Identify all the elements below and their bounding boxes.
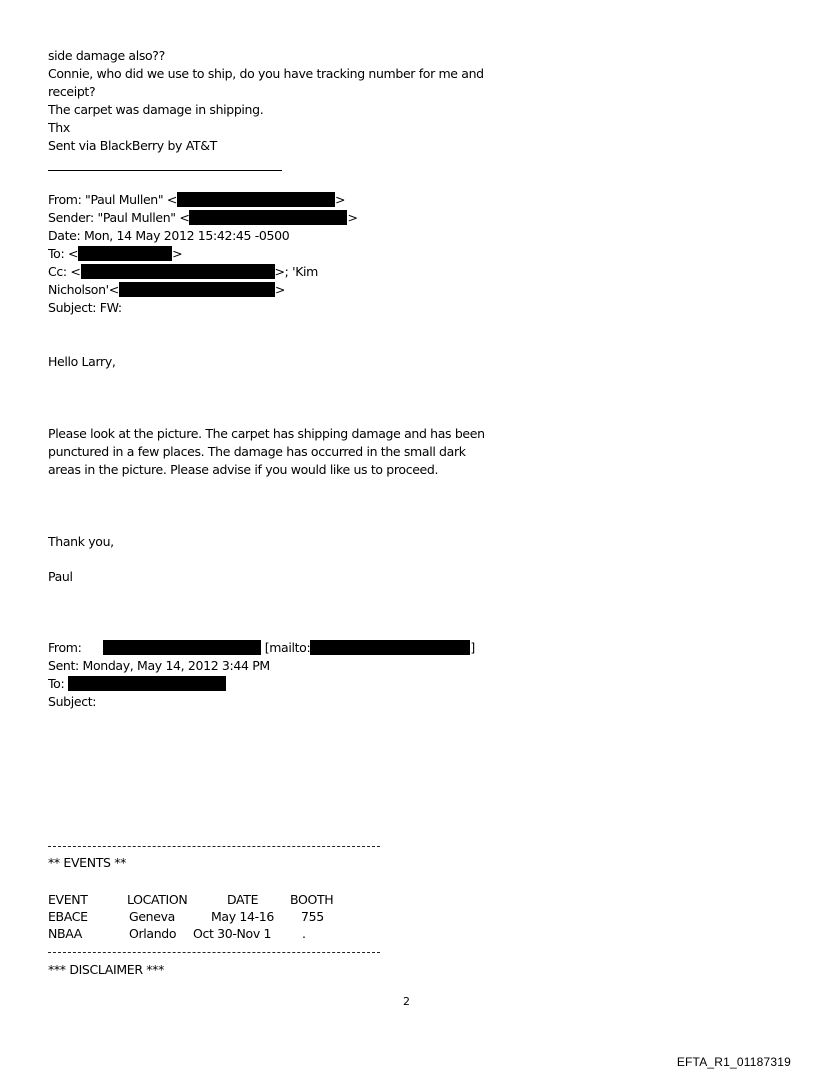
events-col-event: EVENT (48, 892, 88, 907)
header1-cc-close: > (274, 282, 286, 297)
document-id: EFTA_R1_01187319 (676, 1055, 791, 1069)
header1-to-close: > (172, 246, 183, 261)
header1-cc-mid: >; 'Kim (274, 264, 319, 279)
header1-sender-close: > (347, 210, 358, 225)
events-col-location: LOCATION (127, 892, 188, 907)
events-cell: May 14-16 (211, 909, 274, 924)
separator-rule (48, 170, 282, 171)
header1-date: Date: Mon, 14 May 2012 15:42:45 -0500 (48, 228, 290, 243)
disclaimer-heading: *** DISCLAIMER *** (48, 962, 164, 977)
header2-mailto-close: ] (470, 640, 475, 655)
redaction-box (310, 640, 470, 655)
header2-to-label: To: (48, 676, 65, 691)
events-cell: Oct 30-Nov 1 (193, 926, 272, 941)
reply-line-5: Thx (48, 120, 70, 135)
header2-to (48, 675, 226, 693)
header2-subject: Subject: (48, 694, 97, 709)
body-para-line-1: Please look at the picture. The carpet has shipping damage and has been (48, 426, 485, 441)
events-cell: EBACE (48, 909, 88, 924)
redaction-box (119, 282, 275, 297)
body-thanks: Thank you, (48, 534, 114, 549)
header1-cc-label: Cc: < (48, 264, 81, 279)
body-greeting: Hello Larry, (48, 354, 116, 369)
redaction-box (81, 264, 275, 279)
redaction-box (68, 676, 226, 691)
body-para-line-3: areas in the picture. Please advise if you would like us to proceed. (48, 462, 439, 477)
header1-sender-label: Sender: "Paul Mullen" < (48, 210, 190, 225)
header2-sent: Sent: Monday, May 14, 2012 3:44 PM (48, 658, 270, 673)
header1-from (48, 191, 345, 209)
header1-cc-cont: Nicholson'< (48, 282, 119, 297)
header1-cc (48, 263, 318, 281)
header1-subject: Subject: FW: (48, 300, 122, 315)
header1-sender (48, 209, 358, 227)
events-col-booth: BOOTH (290, 892, 334, 907)
events-cell: Orlando (129, 926, 177, 941)
events-heading: ** EVENTS ** (48, 855, 127, 870)
events-top-divider (48, 846, 380, 847)
redaction-box (78, 246, 172, 261)
header2-from-label: From: (48, 640, 82, 655)
header1-cc-continued (48, 281, 285, 299)
events-cell: 755 (301, 909, 324, 924)
page-number: 2 (403, 995, 410, 1008)
reply-line-1: side damage also?? (48, 48, 165, 63)
body-signature: Paul (48, 569, 73, 584)
body-para-line-2: punctured in a few places. The damage has occurred in the small dark (48, 444, 466, 459)
events-col-date: DATE (227, 892, 259, 907)
events-table (48, 891, 368, 945)
header1-to-label: To: < (48, 246, 79, 261)
header1-from-close: > (335, 192, 346, 207)
reply-line-3: receipt? (48, 84, 96, 99)
events-cell: NBAA (48, 926, 82, 941)
reply-signature-line: Sent via BlackBerry by AT&T (48, 138, 217, 153)
header1-to (48, 245, 182, 263)
header1-from-label: From: "Paul Mullen" < (48, 192, 178, 207)
header2-from (48, 639, 475, 657)
redaction-box (103, 640, 261, 655)
reply-line-4: The carpet was damage in shipping. (48, 102, 264, 117)
reply-line-2: Connie, who did we use to ship, do you have tracking number for me and (48, 66, 484, 81)
redaction-box (189, 210, 347, 225)
events-bottom-divider (48, 952, 380, 953)
events-cell: Geneva (129, 909, 175, 924)
header2-mailto-label: [mailto: (264, 640, 311, 655)
redaction-box (177, 192, 335, 207)
events-cell: . (302, 926, 306, 941)
